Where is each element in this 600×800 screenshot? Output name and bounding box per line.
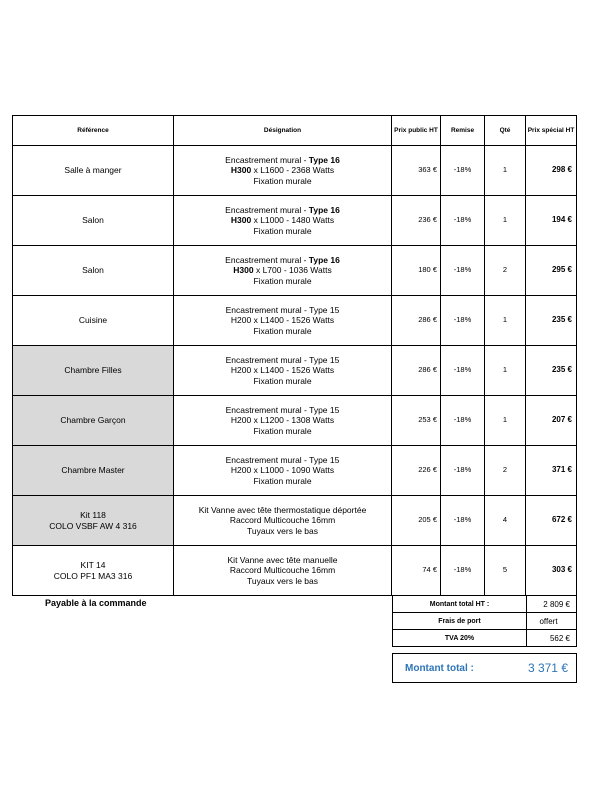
quote-table — [12, 115, 577, 596]
cell-qty: 4 — [485, 496, 526, 546]
designation-text: Encastrement mural - — [225, 254, 309, 265]
cell-discount: -18% — [441, 446, 485, 496]
designation-line — [174, 315, 391, 326]
designation-line — [174, 165, 391, 176]
cell-discount: -18% — [441, 196, 485, 246]
reference-line: Chambre Garçon — [60, 415, 126, 426]
designation-emphasis: Type 16 — [308, 254, 340, 265]
table-row — [13, 496, 577, 546]
cell-designation — [174, 346, 392, 396]
vat-value: 562 € — [527, 630, 577, 647]
cell-designation — [174, 396, 392, 446]
cell-special-price: 298 € — [526, 146, 577, 196]
shipping-label: Frais de port — [393, 613, 527, 630]
designation-line — [174, 415, 391, 426]
reference-line: COLO PF1 MA3 316 — [53, 570, 133, 581]
cell-discount: -18% — [441, 296, 485, 346]
designation-text: Fixation murale — [253, 225, 312, 236]
cell-discount: -18% — [441, 346, 485, 396]
grand-total-value: 3 371 € — [527, 654, 577, 683]
table-row — [13, 196, 577, 246]
cell-reference — [13, 196, 174, 246]
vat-label: TVA 20% — [393, 630, 527, 647]
designation-line — [174, 526, 391, 537]
designation-line — [174, 405, 391, 416]
designation-emphasis: H300 — [230, 215, 252, 226]
cell-special-price: 194 € — [526, 196, 577, 246]
designation-line — [174, 476, 391, 487]
table-header-row — [13, 116, 577, 146]
total-ht-row — [393, 596, 577, 613]
designation-line — [174, 376, 391, 387]
cell-reference — [13, 246, 174, 296]
reference-line: COLO VSBF AW 4 316 — [49, 520, 137, 531]
cell-discount: -18% — [441, 146, 485, 196]
cell-public-price: 286 € — [392, 346, 441, 396]
cell-discount: -18% — [441, 246, 485, 296]
designation-text: Encastrement mural - — [225, 204, 309, 215]
designation-text: x L1000 - 1480 Watts — [251, 215, 335, 226]
cell-reference — [13, 346, 174, 396]
designation-emphasis: H300 — [230, 165, 252, 176]
table-row — [13, 246, 577, 296]
designation-text: Fixation murale — [253, 475, 312, 486]
designation-text: H200 x L1400 - 1526 Watts — [230, 315, 335, 326]
cell-qty: 1 — [485, 196, 526, 246]
designation-line — [174, 305, 391, 316]
cell-qty: 1 — [485, 346, 526, 396]
designation-line — [174, 465, 391, 476]
cell-special-price: 371 € — [526, 446, 577, 496]
designation-line — [174, 455, 391, 466]
header-special-price: Prix spécial HT — [526, 116, 577, 146]
cell-public-price: 205 € — [392, 496, 441, 546]
designation-text: Kit Vanne avec tête manuelle — [227, 554, 338, 565]
grand-total-label: Montant total : — [393, 654, 527, 683]
designation-text: Fixation murale — [253, 375, 312, 386]
header-discount: Remise — [441, 116, 485, 146]
cell-designation — [174, 146, 392, 196]
reference-line: Chambre Filles — [64, 365, 122, 376]
shipping-value: offert — [527, 613, 577, 630]
designation-text: H200 x L1200 - 1308 Watts — [230, 415, 335, 426]
designation-line — [174, 505, 391, 516]
reference-line: Cuisine — [78, 315, 108, 326]
designation-line — [174, 155, 391, 166]
cell-public-price: 74 € — [392, 546, 441, 596]
cell-public-price: 253 € — [392, 396, 441, 446]
cell-reference — [13, 296, 174, 346]
cell-discount: -18% — [441, 546, 485, 596]
cell-designation — [174, 546, 392, 596]
cell-qty: 2 — [485, 246, 526, 296]
cell-reference — [13, 446, 174, 496]
cell-designation — [174, 246, 392, 296]
cell-special-price: 207 € — [526, 396, 577, 446]
cell-public-price: 363 € — [392, 146, 441, 196]
designation-text: Encastrement mural - Type 15 — [225, 354, 340, 365]
table-row — [13, 346, 577, 396]
reference-line: Chambre Master — [61, 465, 125, 476]
designation-text: Raccord Multicouche 16mm — [229, 515, 336, 526]
total-ht-value: 2 809 € — [527, 596, 577, 613]
cell-qty: 2 — [485, 446, 526, 496]
cell-special-price: 295 € — [526, 246, 577, 296]
designation-line — [174, 576, 391, 587]
header-qty: Qté — [485, 116, 526, 146]
table-row — [13, 146, 577, 196]
cell-public-price: 180 € — [392, 246, 441, 296]
payment-terms: Payable à la commande — [45, 598, 147, 608]
designation-emphasis: H300 — [233, 265, 254, 276]
designation-line — [174, 255, 391, 266]
designation-emphasis: Type 16 — [308, 204, 340, 215]
table-row — [13, 446, 577, 496]
totals-spacer — [393, 647, 577, 654]
designation-text: H200 x L1400 - 1526 Watts — [230, 365, 335, 376]
designation-line — [174, 355, 391, 366]
cell-public-price: 286 € — [392, 296, 441, 346]
cell-discount: -18% — [441, 496, 485, 546]
cell-designation — [174, 296, 392, 346]
cell-designation — [174, 196, 392, 246]
designation-line — [174, 226, 391, 237]
designation-text: Fixation murale — [253, 425, 312, 436]
designation-text: Encastrement mural - Type 15 — [225, 404, 340, 415]
cell-qty: 5 — [485, 546, 526, 596]
header-reference: Référence — [13, 116, 174, 146]
designation-text: Raccord Multicouche 16mm — [229, 565, 336, 576]
designation-text: Encastrement mural - Type 15 — [225, 304, 340, 315]
cell-designation — [174, 496, 392, 546]
cell-qty: 1 — [485, 146, 526, 196]
designation-line — [174, 326, 391, 337]
designation-text: x L1600 - 2368 Watts — [251, 165, 335, 176]
cell-reference — [13, 546, 174, 596]
header-designation: Désignation — [174, 116, 392, 146]
cell-public-price: 226 € — [392, 446, 441, 496]
designation-text: Kit Vanne avec tête thermostatique déportée — [198, 504, 367, 515]
cell-discount: -18% — [441, 396, 485, 446]
cell-special-price: 303 € — [526, 546, 577, 596]
reference-line: KIT 14 — [80, 560, 106, 570]
table-row — [13, 296, 577, 346]
designation-line — [174, 205, 391, 216]
total-ht-label: Montant total HT : — [393, 596, 527, 613]
shipping-row — [393, 613, 577, 630]
grand-total-row — [393, 654, 577, 683]
reference-line: Salon — [82, 265, 104, 276]
vat-row — [393, 630, 577, 647]
cell-qty: 1 — [485, 296, 526, 346]
cell-special-price: 672 € — [526, 496, 577, 546]
designation-text: Fixation murale — [253, 275, 312, 286]
designation-line — [174, 515, 391, 526]
reference-line: Salon — [82, 215, 104, 226]
reference-line: Salle à manger — [64, 165, 122, 176]
cell-qty: 1 — [485, 396, 526, 446]
cell-public-price: 236 € — [392, 196, 441, 246]
designation-text: Encastrement mural - Type 15 — [225, 454, 340, 465]
designation-text: Tuyaux vers le bas — [246, 525, 319, 536]
designation-text: H200 x L1000 - 1090 Watts — [230, 465, 335, 476]
designation-line — [174, 176, 391, 187]
designation-text: Encastrement mural - — [225, 154, 309, 165]
designation-text: x L700 - 1036 Watts — [253, 265, 332, 276]
cell-reference — [13, 146, 174, 196]
designation-line — [174, 365, 391, 376]
designation-line — [174, 555, 391, 566]
totals-table — [392, 595, 577, 683]
designation-text: Fixation murale — [253, 175, 312, 186]
header-public-price: Prix public HT — [392, 116, 441, 146]
designation-text: Fixation murale — [253, 325, 312, 336]
designation-line — [174, 265, 391, 276]
table-row — [13, 546, 577, 596]
designation-line — [174, 276, 391, 287]
cell-special-price: 235 € — [526, 296, 577, 346]
cell-special-price: 235 € — [526, 346, 577, 396]
designation-line — [174, 215, 391, 226]
designation-emphasis: Type 16 — [308, 154, 340, 165]
designation-line — [174, 426, 391, 437]
table-row — [13, 396, 577, 446]
cell-reference — [13, 396, 174, 446]
cell-reference — [13, 496, 174, 546]
reference-line: Kit 118 — [80, 510, 106, 520]
cell-designation — [174, 446, 392, 496]
designation-line — [174, 565, 391, 576]
designation-text: Tuyaux vers le bas — [246, 575, 319, 586]
